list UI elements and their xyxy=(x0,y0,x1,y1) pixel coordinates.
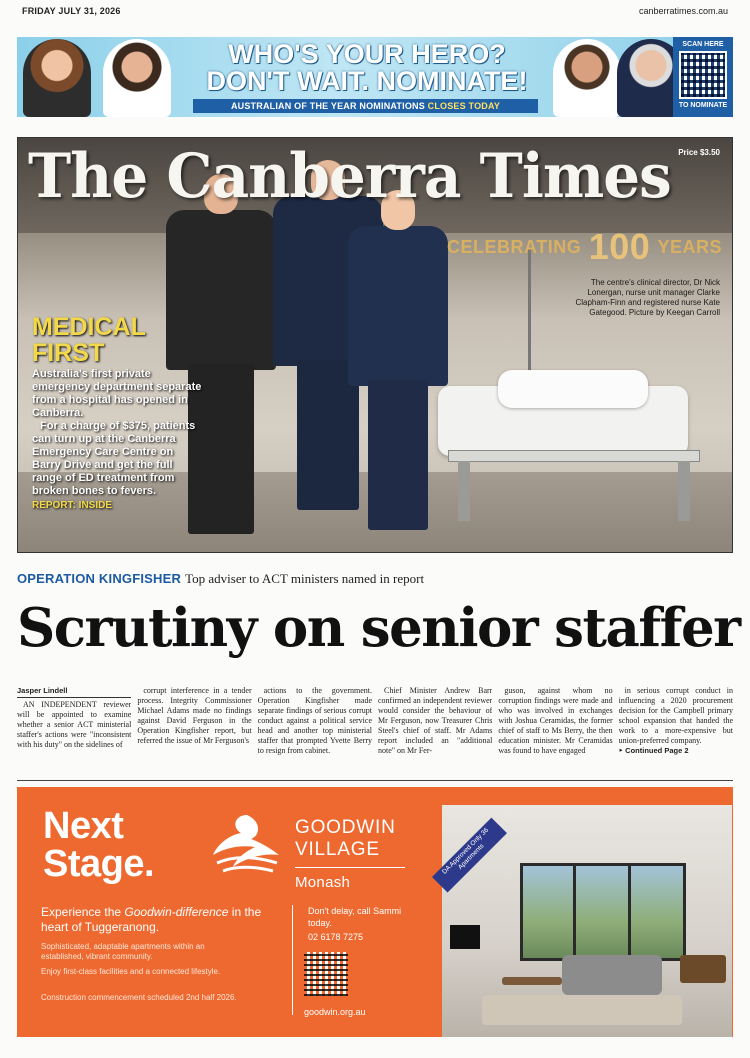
story-column-text: actions to the government. Operation Kingfisher made separate findings of serious corrupt conduct against a political service head and another top ministerial staffer that prompted Yvette Berry to resign from cabinet. xyxy=(257,686,372,755)
ad-tagline xyxy=(41,905,281,935)
ad-headline xyxy=(43,807,154,883)
cover-photo xyxy=(17,137,733,553)
bed-rail xyxy=(448,450,700,462)
banner-qr-panel[interactable] xyxy=(673,37,733,117)
issue-date: FRIDAY JULY 31, 2026 xyxy=(22,6,121,16)
room-coffee-table xyxy=(502,977,562,985)
story-column xyxy=(619,686,733,776)
room-tv xyxy=(450,925,480,949)
nominee-photo xyxy=(23,39,91,117)
teaser-kicker xyxy=(32,314,204,366)
banner-deadline-bar xyxy=(193,99,538,113)
story-column-text: guson, against whom no corruption findings were made and who was involved in exchanges with Joshua Ceramidas, the former chief of staff to Ms Berry, the then education minister. Mr Ceramidas was found to have engaged xyxy=(498,686,613,755)
story-kicker-tag: OPERATION KINGFISHER xyxy=(17,571,182,586)
teaser-kicker-line-2: FIRST xyxy=(32,339,105,367)
brand-line-2: VILLAGE xyxy=(295,839,380,860)
story-column-text: corrupt interference in a tender process. Integrity Commissioner Michael Adams made no findings against David Ferguson in the Operation Kingfisher report, but referred the issue of Mr Ferguson's xyxy=(137,686,252,745)
teaser-report-link[interactable]: REPORT: INSIDE xyxy=(32,500,113,511)
room-window xyxy=(520,863,686,961)
story-column xyxy=(378,686,492,776)
story-column-text: in serious corrupt conduct in influencing a 2020 procurement decision for the Campbell primary school expansion that handed the work to a more-expensive but union-preferred company. xyxy=(618,686,733,745)
story-column xyxy=(17,686,131,776)
masthead-title[interactable]: The Canberra Times xyxy=(28,140,671,212)
section-divider xyxy=(17,780,733,781)
banner-bar-text: AUSTRALIAN OF THE YEAR NOMINATIONS xyxy=(230,101,425,111)
story-headline[interactable]: Scrutiny on senior staffer xyxy=(17,597,740,659)
story-column xyxy=(258,686,372,776)
ad-qr-code-icon[interactable] xyxy=(304,952,348,996)
teaser-body-1: Australia's first private emergency department separate from a hospital has opened in Canberra. xyxy=(32,368,202,419)
ad-divider xyxy=(292,905,293,1015)
ad-headline-line-2: Stage. xyxy=(43,843,155,885)
room-dining-table xyxy=(680,955,726,983)
room-sofa xyxy=(562,955,662,995)
celebrating-label: CELEBRATING xyxy=(447,237,582,257)
ad-feature-1: Sophisticated, adaptable apartments within an established, vibrant community. xyxy=(41,942,205,961)
medical-first-teaser[interactable] xyxy=(32,314,204,511)
teaser-body-2: For a charge of $375, patients can turn up at the Canberra Emergency Care Centre on Barry Drive and get the full range of ED treatment from broken bones to fevers. xyxy=(32,420,196,497)
ad-headline-line-1: Next xyxy=(43,805,124,847)
hospital-bed xyxy=(428,366,708,486)
teaser-kicker-line-1: MEDICAL xyxy=(32,313,146,341)
bed-leg xyxy=(678,461,690,521)
site-url[interactable]: canberratimes.com.au xyxy=(638,6,728,16)
ad-tagline-pre: Experience the xyxy=(41,905,125,919)
story-column-text: Chief Minister Andrew Barr confirmed an independent reviewer would consider the behaviour of Mr Ferguson, now Treasurer Chris Steel's chief of staff. Mr Adams report included an "additional note" on Mr Fer- xyxy=(378,686,493,755)
years-label: YEARS xyxy=(657,237,722,257)
nominee-photo xyxy=(103,39,171,117)
ad-tagline-em: Goodwin-difference xyxy=(124,905,229,919)
ad-cta-text: Don't delay, call Sammi today. xyxy=(308,906,402,928)
photo-caption: The centre's clinical director, Dr Nick Lonergan, nurse unit manager Clarke Clapham-Finn and registered nurse Kate Gategood. Picture by Keegan Carroll xyxy=(575,278,720,317)
ad-tagline-post: in the heart of Tuggeranong. xyxy=(41,905,262,934)
story-column-text: AN INDEPENDENT reviewer will be appointed to examine whether a senior ACT ministerial staffer's actions were "inconsistent with his duty" on the sidelines of xyxy=(17,700,132,749)
to-nominate-label: TO NOMINATE xyxy=(678,102,728,109)
ad-call-to-action xyxy=(302,905,418,943)
approval-ribbon: DA Approved Only 36 Apartments xyxy=(432,818,507,893)
cover-price: Price $3.50 xyxy=(678,148,720,157)
brand-location: Monash xyxy=(295,867,405,894)
ad-feature-3: Construction commencement scheduled 2nd half 2026. xyxy=(41,993,237,1002)
story-kicker-text: Top adviser to ACT ministers named in report xyxy=(185,571,425,586)
goodwin-village-ad[interactable] xyxy=(17,787,733,1037)
brand-line-1: GOODWIN xyxy=(295,817,396,838)
anniversary-number: 100 xyxy=(588,226,651,267)
story-byline: Jasper Lindell xyxy=(17,686,131,698)
continued-label: Continued Page 2 xyxy=(625,746,689,755)
anniversary-badge xyxy=(447,226,722,268)
swan-logo-icon xyxy=(207,811,287,881)
banner-line-2: DON'T WAIT. NOMINATE! xyxy=(206,66,528,96)
scan-here-label: SCAN HERE xyxy=(682,41,724,48)
room-rug xyxy=(482,995,682,1025)
nominee-photo xyxy=(553,39,621,117)
qr-code-icon[interactable] xyxy=(679,51,727,99)
banner-headline xyxy=(177,41,557,95)
story-column xyxy=(137,686,251,776)
continued-link[interactable]: ‣ Continued Page 2 xyxy=(618,746,689,755)
story-kicker xyxy=(17,571,733,587)
nomination-banner-ad[interactable] xyxy=(17,37,733,117)
banner-line-1: WHO'S YOUR HERO? xyxy=(228,39,506,69)
ad-phone-number[interactable]: 02 6178 7275 xyxy=(308,932,364,942)
bed-pillow xyxy=(498,370,648,408)
story-body xyxy=(17,686,733,776)
ad-feature-2: Enjoy first-class facilities and a connected lifestyle. xyxy=(41,967,221,976)
person-registered-nurse xyxy=(348,190,448,540)
ad-website-link[interactable]: goodwin.org.au xyxy=(304,1007,366,1017)
ad-brand xyxy=(295,817,405,894)
story-column xyxy=(498,686,612,776)
person-legs xyxy=(368,380,428,530)
person-body xyxy=(348,226,448,386)
top-line xyxy=(22,6,728,20)
banner-bar-highlight: CLOSES TODAY xyxy=(427,101,501,111)
bed-leg xyxy=(458,461,470,521)
